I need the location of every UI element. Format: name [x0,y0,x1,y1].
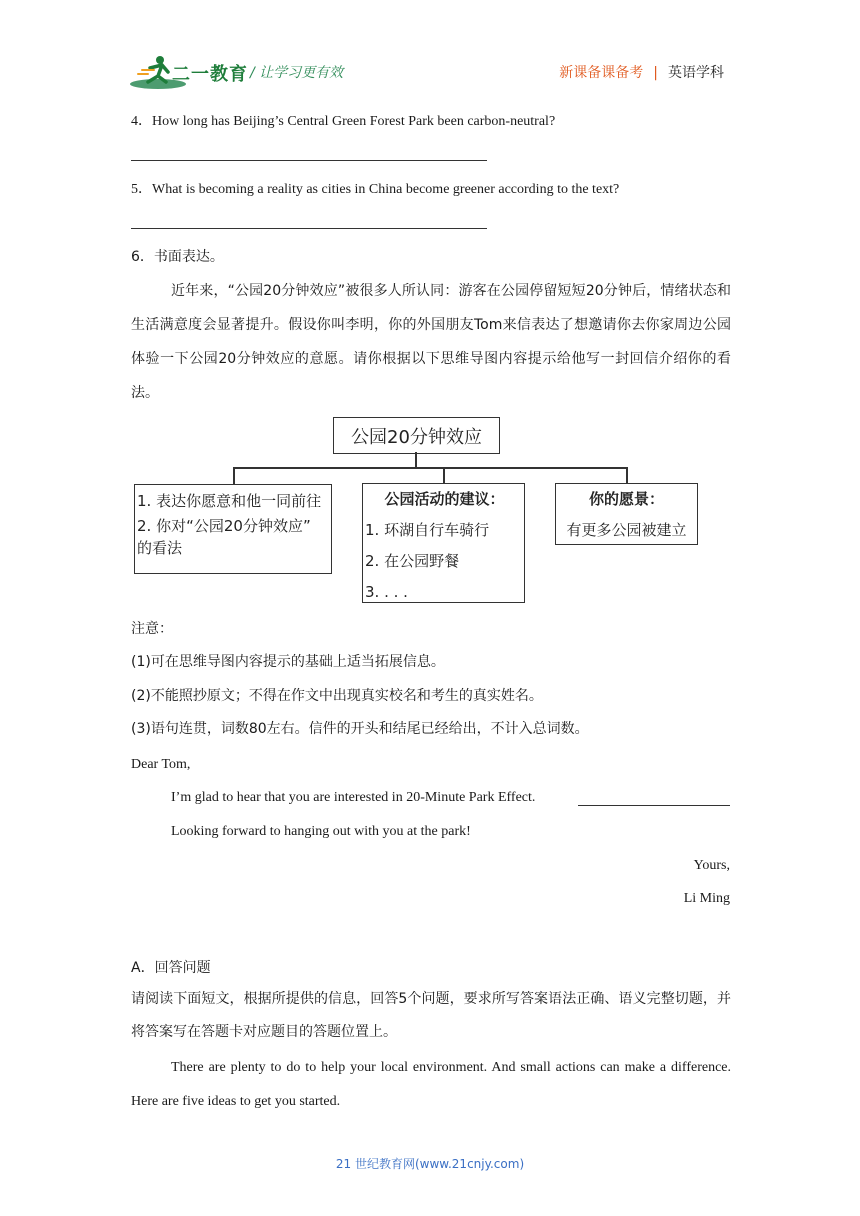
mindmap-title: 公园20分钟效应 [333,417,500,454]
letter-opening: I’m glad to hear that you are interested in 20-Minute Park Effect. [171,790,536,805]
letter-salutation: Dear Tom, [131,757,191,772]
section-a-instructions: 请阅读下面短文，根据所提供的信息，回答5个问题，要求所写答案语法正确、语义完整切题，并将答案写在答题卡对应题目的答题位置上。 [131,991,731,1040]
mindmap-box-left [134,484,332,574]
mindmap-connector [233,467,235,484]
mindmap-box-right [555,483,698,545]
page-header [0,0,860,100]
mindmap-item: 1. 环湖自行车骑行 [365,521,490,539]
letter-answer-blank[interactable] [578,805,730,806]
letter-name: Li Ming [683,891,730,906]
note-item: (1)可在思维导图内容提示的基础上适当拓展信息。 [131,654,445,670]
mindmap-connector [233,467,627,469]
mindmap-item: 1. 表达你愿意和他一同前往 [137,492,322,510]
page-footer: 21 世纪教育网(www.21cnjy.com) [335,1157,525,1171]
mindmap-item: 2. 你对“公园20分钟效应” [137,517,311,535]
question-number: 5． [131,182,152,197]
logo-text: 二一教育 [172,64,248,84]
writing-heading: 6．书面表达。 [131,249,224,265]
mindmap-connector [415,452,417,468]
note-item: (3)语句连贯，词数80左右。信件的开头和结尾已经给出，不计入总词数。 [131,721,589,737]
question-text: How long has Beijing’s Central Green Forest Park been carbon-neutral? [152,114,556,129]
letter-signoff: Yours, [693,858,730,873]
answer-line-5[interactable] [131,228,487,229]
mindmap-item: 的看法 [137,539,183,557]
mindmap-connector [626,467,628,483]
mindmap-item: 有更多公园被建立 [566,521,687,539]
question-text: What is becoming a reality as cities in China become greener according to the text? [152,182,620,197]
mindmap-box-middle [362,483,525,603]
notes-label: 注意： [131,621,173,637]
mindmap-heading: 公园活动的建议： [384,490,505,508]
section-a-passage: There are plenty to do to help your local environment. And small actions can make a difference. Here are five ideas to get you started. [131,1060,731,1109]
section-a-heading: A．回答问题 [131,960,211,976]
letter-closing: Looking forward to hanging out with you at the park! [171,824,471,839]
mindmap-heading: 你的愿景： [588,490,664,508]
note-item: (2)不能照抄原文；不得在作文中出现真实校名和考生的真实姓名。 [131,688,543,704]
question-4 [131,112,555,132]
course-label: 新课备课备考 [559,65,644,81]
mindmap-connector [443,467,445,483]
subject-label: 英语学科 [668,65,724,81]
slogan: / 让学习更有效 [250,65,344,81]
question-number: 4． [131,114,152,129]
question-5 [131,180,619,200]
mindmap-item: 3. . . . [365,583,408,601]
writing-prompt: 近年来，“公园20分钟效应”被很多人所认同：游客在公园停留短短20分钟后，情绪状态和生活满意度会显著提升。假设你叫李明，你的外国朋友Tom来信表达了想邀请你去你家周边公园体验一下公园20分钟效应的意愿。请你根据以下思维导图内容提示给他写一封回信介绍你的看法。 [131,283,731,401]
header-right [559,62,724,82]
answer-line-4[interactable] [131,160,487,161]
mindmap-item: 2. 在公园野餐 [365,552,460,570]
header-separator: | [653,65,658,81]
